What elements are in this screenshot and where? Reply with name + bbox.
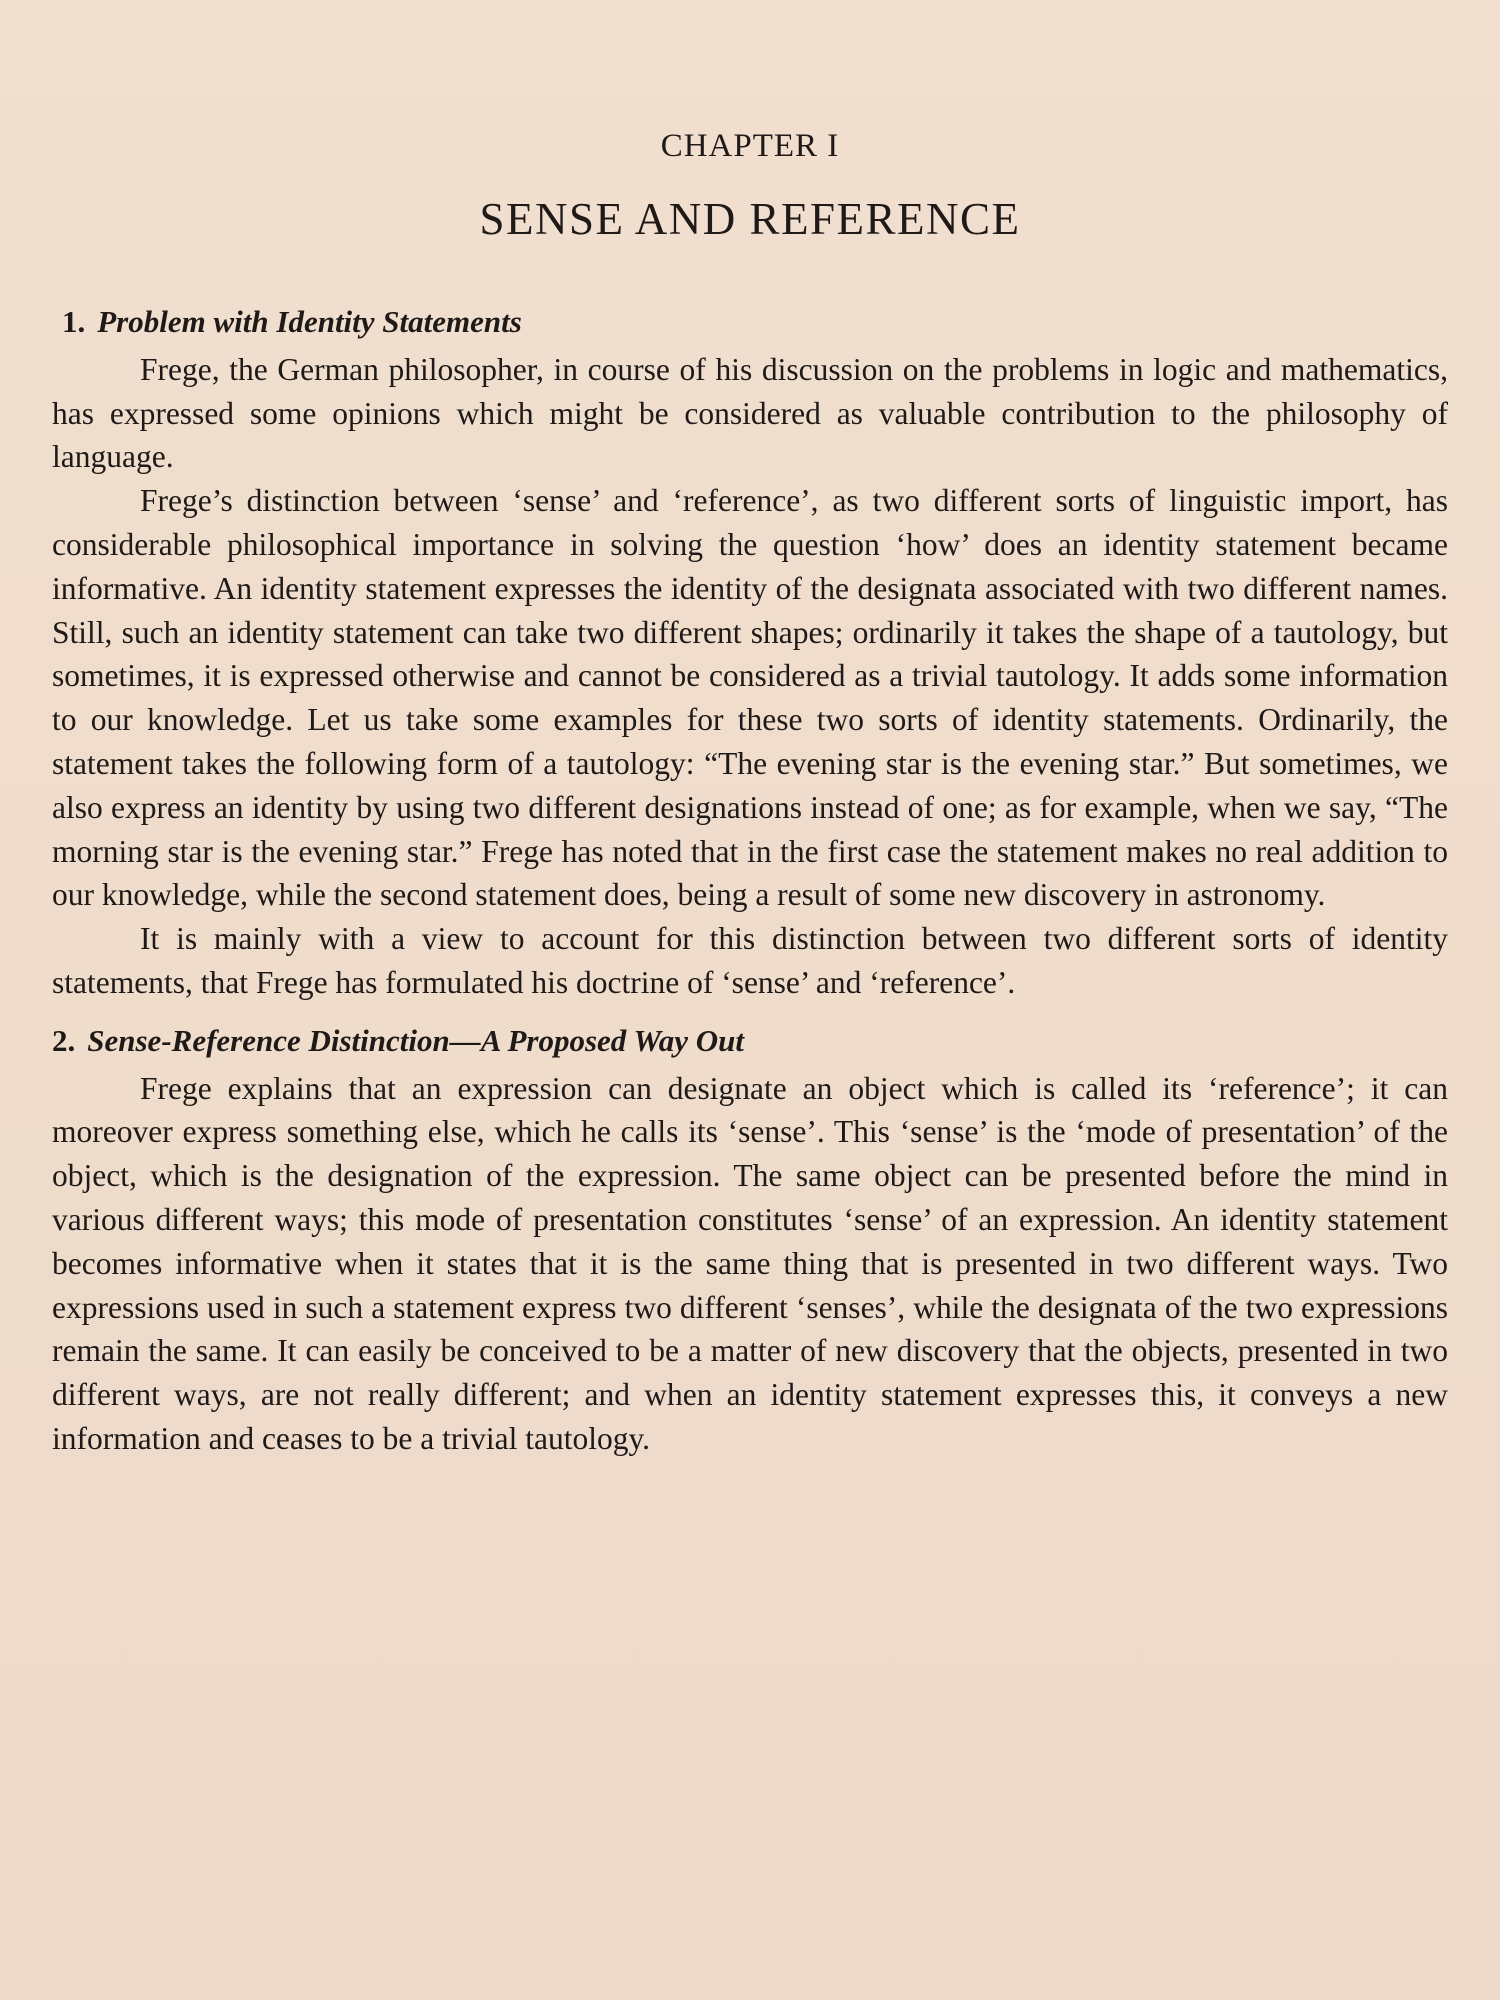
section-number: 1. (62, 304, 86, 339)
section-title: Sense-Reference Distinction—A Proposed Way Out (87, 1022, 744, 1058)
body-text (52, 300, 1448, 1461)
section-heading-1 (52, 300, 1448, 344)
paragraph: Frege, the German philosopher, in course of his discussion on the problems in logic and mathematics, has expressed some opinions which might be considered as valuable contribution to the philosophy of language. (52, 351, 1448, 475)
chapter-label: CHAPTER I (660, 128, 840, 164)
section-title: Problem with Identity Statements (97, 304, 522, 339)
paragraph: Frege explains that an expression can designate an object which is called its ‘reference’; it can moreover express something else, which he calls its ‘sense’. This ‘sense’ is the ‘mode of presentation’ of the object, which is the designation of the expression. The same object can be presented before the mind in various different ways; this mode of presentation constitutes ‘sense’ of an expression. An identity statement becomes informative when it states that it is the same thing that is presented in two different ways. Two expressions used in such a statement express two different ‘senses’, while the designata of the two expressions remain the same. It can easily be conceived to be a matter of new discovery that the objects, presented in two different ways, are not really different; and when an identity statement expresses this, it conveys a new information and ceases to be a trivial tautology. (52, 1070, 1448, 1456)
section-number: 2. (52, 1022, 76, 1058)
section-heading-2 (52, 1019, 1448, 1063)
paragraph: It is mainly with a view to account for this distinction between two different sorts of identity statements, that Frege has formulated his doctrine of ‘sense’ and ‘reference’. (52, 921, 1448, 1000)
chapter-title: SENSE AND REFERENCE (479, 194, 1021, 244)
paragraph: Frege’s distinction between ‘sense’ and ‘reference’, as two different sorts of linguistic import, has considerable philosophical importance in solving the question ‘how’ does an identity statement became informative. An identity statement expresses the identity of the designata associated with two different names. Still, such an identity statement can take two different shapes; ordinarily it takes the shape of a tautology, but sometimes, it is expressed otherwise and cannot be considered as a trivial tautology. It adds some information to our knowledge. Let us take some examples for these two sorts of identity statements. Ordinarily, the statement takes the following form of a tautology: “The evening star is the evening star.” But sometimes, we also express an identity by using two different designations instead of one; as for example, when we say, “The morning star is the evening star.” Frege has noted that in the first case the statement makes no real addition to our knowledge, while the second statement does, being a result of some new discovery in astronomy. (52, 483, 1448, 913)
